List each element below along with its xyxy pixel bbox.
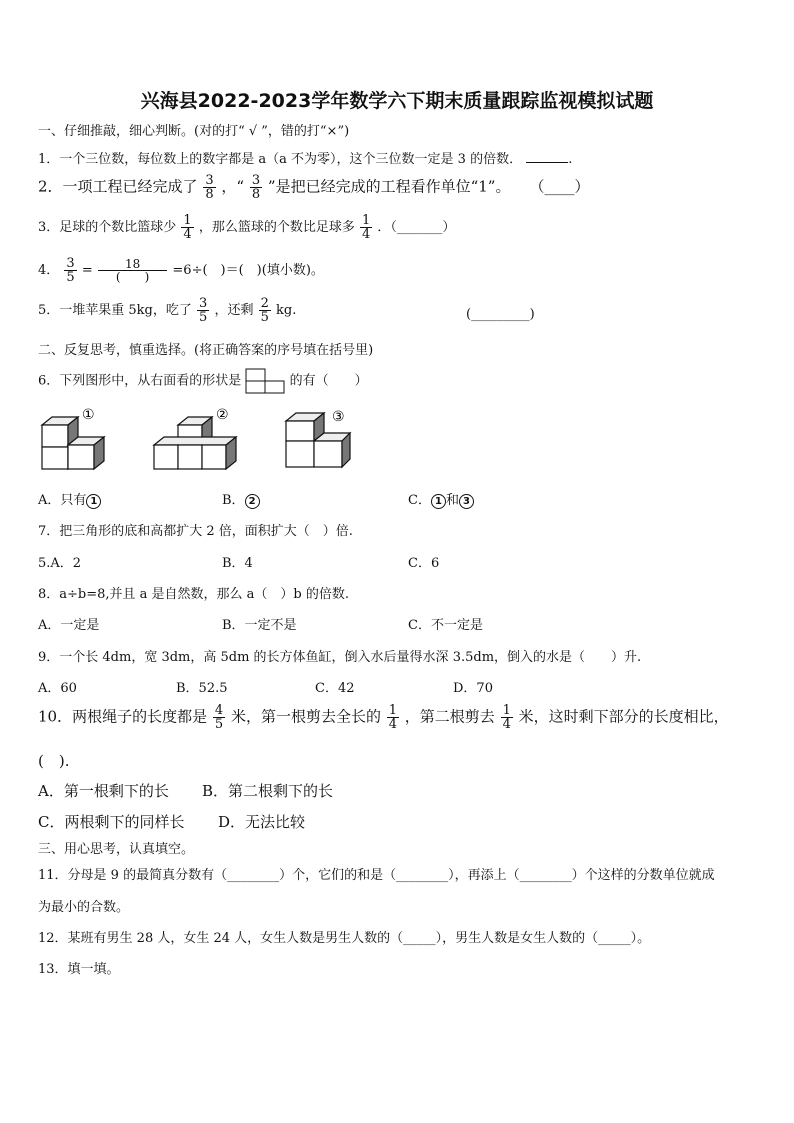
fraction: $\frac{1}{4}$: [502, 703, 511, 732]
option-c[interactable]: C．两根剩下的同样长: [38, 813, 185, 831]
option-a[interactable]: A．60: [38, 681, 77, 696]
option-a[interactable]: A．一定是: [38, 618, 100, 633]
figure-label: ②: [216, 407, 229, 423]
answer-blank[interactable]: (_________): [466, 307, 535, 322]
side-view-icon: [245, 368, 285, 394]
question-11: 11．分母是 9 的最简真分数有（________）个，它们的和是（________），再添上（________）个这样的分数单位就成: [38, 868, 715, 883]
figure-label: ③: [332, 409, 345, 425]
question-8: 8．a÷b=8,并且 a 是自然数，那么 a（ ）b 的倍数.: [38, 587, 350, 602]
fraction: $\frac{1}{4}$: [183, 213, 192, 242]
option-c[interactable]: C．42: [315, 681, 355, 696]
option-b[interactable]: B．4: [222, 556, 253, 571]
cube-figure-2: [152, 405, 262, 470]
question-4-text: =6÷( )＝( )(填小数)。: [172, 263, 324, 278]
answer-blank[interactable]: [526, 162, 568, 163]
option-b[interactable]: B．一定不是: [222, 618, 297, 633]
question-9: 9．一个长 4dm，宽 3dm，高 5dm 的长方体鱼缸，倒入水后量得水深 3.5dm，倒入的水是（ ）升.: [38, 650, 642, 665]
fraction: $\frac{3}{5}$: [66, 256, 75, 285]
question-10-line2: ( ).: [38, 752, 70, 770]
question-3: 3．足球的个数比篮球少 $\frac{1}{4}$ ，那么篮球的个数比足球多 $\frac{1}{4}$ ．（_______）: [38, 213, 456, 242]
option-b[interactable]: B．52.5: [176, 681, 228, 696]
question-6-text: 6．下列图形中，从右面看的形状是: [38, 373, 242, 389]
cube-figure-1: [38, 405, 128, 470]
question-10: 10．两根绳子的长度都是 $\frac{4}{5}$ 米，第一根剪去全长的 $\frac{1}{4}$ ，第二根剪去 $\frac{1}{4}$ 米，这时剩下部分的长度相比，: [38, 703, 729, 732]
page-title: 兴海县2022-2023学年数学六下期末质量跟踪监视模拟试题: [140, 90, 654, 112]
section-3-heading: 三、用心思考，认真填空。: [38, 842, 195, 857]
question-13: 13．填一填。: [38, 962, 120, 977]
circled-number: 1: [86, 494, 101, 509]
option-d[interactable]: D．无法比较: [218, 813, 306, 831]
fraction: $\frac{1}{4}$: [388, 703, 398, 732]
option-c[interactable]: C．6: [408, 556, 440, 571]
question-4: 4． $\frac{3}{5}$ = $\frac{18}{( )}$ =6÷( )＝( )(填小数)。: [38, 256, 324, 285]
fraction: $\frac{1}{4}$: [362, 213, 371, 242]
option-a[interactable]: A．第一根剩下的长: [38, 782, 169, 800]
fraction: $\frac{3}{8}$: [205, 173, 214, 202]
cube-figure-3: [282, 405, 372, 470]
question-10-text: 10．两根绳子的长度都是: [38, 707, 208, 726]
option-d[interactable]: D．70: [453, 681, 493, 696]
option-c[interactable]: C．不一定是: [408, 618, 483, 633]
question-11-line2: 为最小的合数。: [38, 900, 130, 915]
question-1-text: 1．一个三位数，每位数上的数字都是 a（a 不为零），这个三位数一定是 3 的倍数．: [38, 152, 523, 167]
fraction: $\frac{18}{( )}$: [98, 258, 167, 283]
fraction: $\frac{3}{5}$: [199, 296, 208, 325]
question-2-text: 2．一项工程已经完成了: [38, 177, 198, 196]
question-5: 5．一堆苹果重 5kg，吃了 $\frac{3}{5}$ ，还剩 $\frac{2}{5}$ kg.: [38, 296, 297, 325]
question-1: 1．一个三位数，每位数上的数字都是 a（a 不为零），这个三位数一定是 3 的倍数． .: [38, 152, 573, 167]
question-2: 2．一项工程已经完成了 $\frac{3}{8}$ ，“ $\frac{3}{8}$ ”是把已经完成的工程看作单位“1”。 （____）: [38, 173, 590, 202]
option-c[interactable]: C． 1 和 3: [408, 489, 474, 509]
option-a[interactable]: 5.A．2: [38, 556, 82, 571]
circled-number: 2: [245, 494, 260, 509]
fraction: $\frac{3}{8}$: [251, 173, 261, 202]
circled-number: 3: [459, 494, 474, 509]
question-12: 12．某班有男生 28 人，女生 24 人，女生人数是男生人数的（_____），男生人数是女生人数的（_____）。: [38, 931, 651, 946]
answer-blank[interactable]: （____）: [529, 177, 590, 196]
answer-blank[interactable]: ．（_______）: [377, 220, 456, 235]
circled-number: 1: [431, 494, 446, 509]
question-7: 7．把三角形的底和高都扩大 2 倍，面积扩大（ ）倍.: [38, 524, 353, 539]
option-b[interactable]: B．第二根剩下的长: [202, 782, 334, 800]
question-5-text: 5．一堆苹果重 5kg，吃了: [38, 303, 192, 318]
question-3-text: 3．足球的个数比篮球少: [38, 220, 177, 235]
fraction: $\frac{2}{5}$: [260, 296, 269, 325]
option-b[interactable]: B． 2: [222, 489, 260, 509]
question-6: 6．下列图形中，从右面看的形状是 的有（ ）: [38, 368, 368, 394]
section-1-heading: 一、仔细推敲，细心判断。(对的打“ √ ”，错的打“×”): [38, 124, 350, 139]
section-2-heading: 二、反复思考，慎重选择。(将正确答案的序号填在括号里): [38, 343, 374, 358]
figure-label: ①: [82, 407, 95, 423]
fraction: $\frac{4}{5}$: [214, 703, 224, 732]
option-a[interactable]: A．只有 1: [38, 489, 101, 509]
